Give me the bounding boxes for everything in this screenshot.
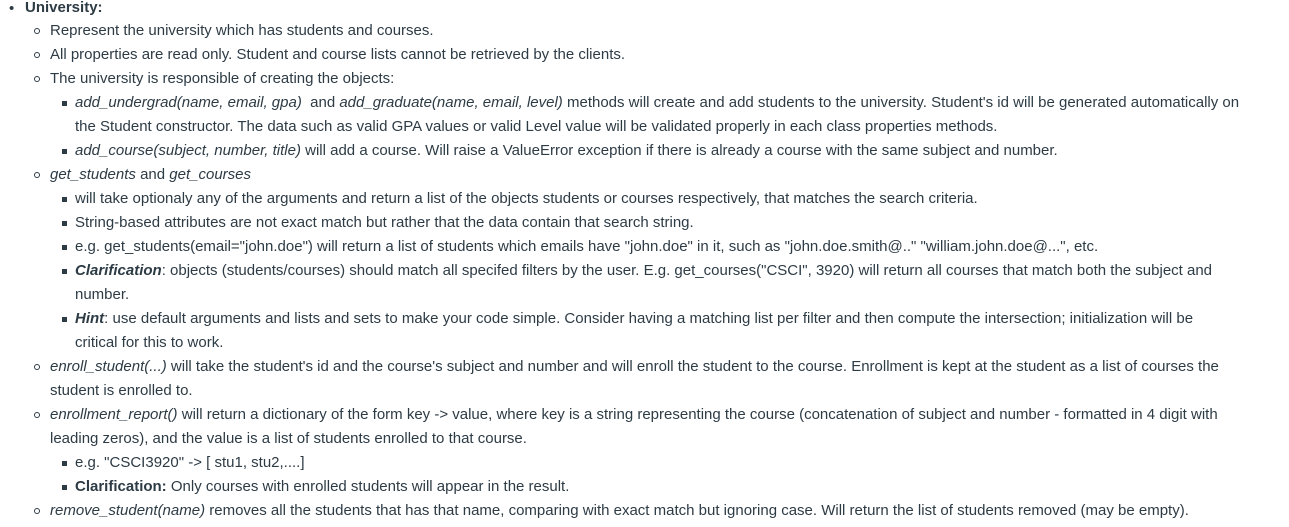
- list-item-continuation: the Student constructor. The data such as valid GPA values or valid Level value will be validated properly in each class properties methods.: [75, 118, 998, 135]
- list-item: Represent the university which has students and courses.: [50, 22, 434, 39]
- bullet-square: [62, 461, 67, 466]
- list-item: add_course(subject, number, title) will add a course. Will raise a ValueError exception if there is already a course with the same subject and number.: [75, 142, 1058, 159]
- bullet-square: [62, 485, 67, 490]
- list-item: e.g. get_students(email="john.doe") will return a list of students which emails have "john.doe" in it, such as "john.doe.smith@.." "william.john.doe@...", etc.: [75, 238, 1099, 255]
- bullet-circle: [34, 172, 40, 178]
- list-item: will take optionaly any of the arguments and return a list of the objects students or courses respectively, that matches the search criteria.: [75, 190, 978, 207]
- list-item: enroll_student(...) will take the student's id and the course's subject and number and will enroll the student to the course. Enrollment is kept at the student as a list of courses the: [50, 358, 1219, 375]
- bullet-circle: [34, 28, 40, 34]
- method-name: add_graduate(name, email, level): [339, 94, 563, 111]
- hint-label: Hint: [75, 310, 105, 327]
- list-item: remove_student(name) removes all the students that has that name, comparing with exact match but ignoring case. Will return the list of students removed (may be empty).: [50, 502, 1189, 519]
- list-item-continuation: student is enrolled to.: [50, 382, 193, 399]
- list-item: All properties are read only. Student and course lists cannot be retrieved by the clients.: [50, 46, 626, 63]
- method-name: remove_student(name): [50, 502, 206, 519]
- bullet-square: [62, 101, 67, 106]
- bullet-square: [62, 317, 67, 322]
- list-item: get_students and get_courses: [50, 166, 251, 183]
- list-item-continuation: number.: [75, 286, 130, 303]
- list-item: enrollment_report() will return a dictionary of the form key -> value, where key is a string representing the course (concatenation of subject and number - formatted in 4 digit with: [50, 406, 1218, 423]
- section-heading: University:: [25, 0, 103, 16]
- bullet-circle: [34, 508, 40, 514]
- method-name: add_course(subject, number, title): [75, 142, 301, 159]
- bullet-square: [62, 221, 67, 226]
- list-item: String-based attributes are not exact match but rather that the data contain that search string.: [75, 214, 694, 231]
- list-item-continuation: critical for this to work.: [75, 334, 224, 351]
- bullet-square: [62, 245, 67, 250]
- list-item-continuation: leading zeros), and the value is a list of students enrolled to that course.: [50, 430, 527, 447]
- bullet-square: [62, 149, 67, 154]
- method-name: get_courses: [169, 166, 251, 183]
- method-name: get_students: [50, 166, 136, 183]
- method-name: enrollment_report(): [50, 406, 178, 423]
- bullet-circle: [34, 412, 40, 418]
- list-item: The university is responsible of creating the objects:: [50, 70, 395, 87]
- bullet-circle: [34, 52, 40, 58]
- bullet-square: [62, 197, 67, 202]
- method-name: add_undergrad(name, email, gpa): [75, 94, 302, 111]
- bullet-disc: •: [9, 0, 15, 17]
- clarification-label: Clarification: [75, 262, 162, 279]
- bullet-circle: [34, 76, 40, 82]
- list-item: Clarification: objects (students/courses) should match all specifed filters by the user. E.g. get_courses("CSCI", 3920) will return all courses that match both the subject and: [75, 262, 1213, 279]
- clarification-label: Clarification:: [75, 478, 167, 495]
- bullet-circle: [34, 364, 40, 370]
- method-name: enroll_student(...): [50, 358, 167, 375]
- list-item: Hint: use default arguments and lists and sets to make your code simple. Consider having a matching list per filter and then compute the intersection; initialization will be: [75, 310, 1194, 327]
- bullet-square: [62, 269, 67, 274]
- list-item: add_undergrad(name, email, gpa) and add_graduate(name, email, level) methods will create and add students to the university. Student's id will be generated automatically on: [75, 94, 1240, 111]
- list-item: e.g. "CSCI3920" -> [ stu1, stu2,....]: [75, 454, 305, 471]
- list-item: Clarification: Only courses with enrolled students will appear in the result.: [75, 478, 570, 495]
